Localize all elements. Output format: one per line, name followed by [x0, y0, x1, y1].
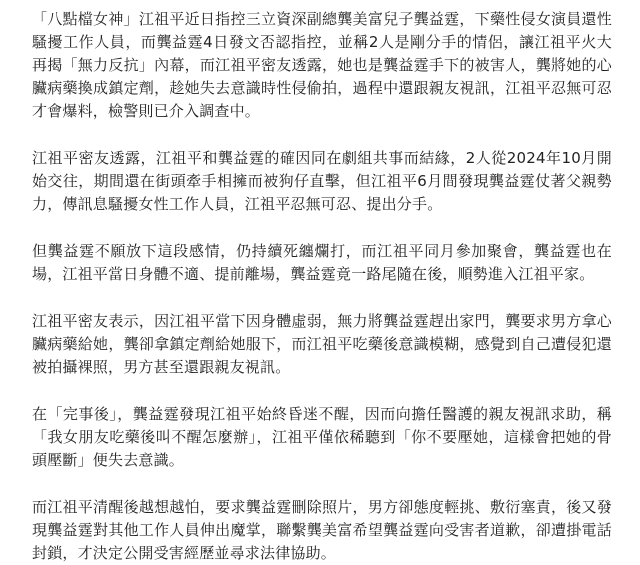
- article-paragraph-5: 在「完事後」，龔益霆發現江祖平始終昏迷不醒，因而向擔任醫護的親友視訊求助，稱「我女朋友吃藥後叫不醒怎麼辦」，江祖平僅依稀聽到「你不要壓她，這樣會把她的骨頭壓斷」便失去意識。: [32, 405, 612, 469]
- article-paragraph-1: 「八點檔女神」江祖平近日指控三立資深副總龔美富兒子龔益霆，下藥性侵女演員還性騷擾工作人員，而龔益霆4日發文否認指控，並稱2人是剛分手的情侶，讓江祖平火大再揭「無力反抗」內幕，而江祖平密友透露，她也是龔益霆手下的被害人，龔將她的心臟病藥換成鎮定劑，趁她失去意識時性侵偷拍，過程中還跟親友視訊，江祖平忍無可忍才會爆料，檢警則已介入調查中。: [32, 10, 612, 120]
- article-paragraph-3: 但龔益霆不願放下這段感情，仍持續死纏爛打，而江祖平同月參加聚會，龔益霆也在場，江祖平當日身體不適、提前離場，龔益霆竟一路尾隨在後，順勢進入江祖平家。: [32, 242, 612, 283]
- article-paragraph-2: 江祖平密友透露，江祖平和龔益霆的確因同在劇組共事而結緣，2人從2024年10月開始交往，期間還在街頭牽手相擁而被狗仔直擊，但江祖平6月間發現龔益霆仗著父親勢力，傳訊息騷擾女性工作人員，江祖平忍無可忍、提出分手。: [32, 149, 612, 213]
- news-article: [32, 8, 612, 565]
- article-paragraph-6: 而江祖平清醒後越想越怕，要求龔益霆刪除照片，男方卻態度輕挑、敷衍塞責，後又發現龔益霆對其他工作人員伸出魔掌，聯繫龔美富希望龔益霆向受害者道歉，卻遭掛電話封鎖，才決定公開受害經歷並尋求法律協助。: [32, 498, 612, 562]
- article-paragraph-4: 江祖平密友表示，因江祖平當下因身體虛弱，無力將龔益霆趕出家門，龔要求男方拿心臟病藥給她，龔卻拿鎮定劑給她服下，而江祖平吃藥後意識模糊，感覺到自己遭侵犯還被拍攝裸照，男方甚至還跟親友視訊。: [32, 312, 612, 376]
